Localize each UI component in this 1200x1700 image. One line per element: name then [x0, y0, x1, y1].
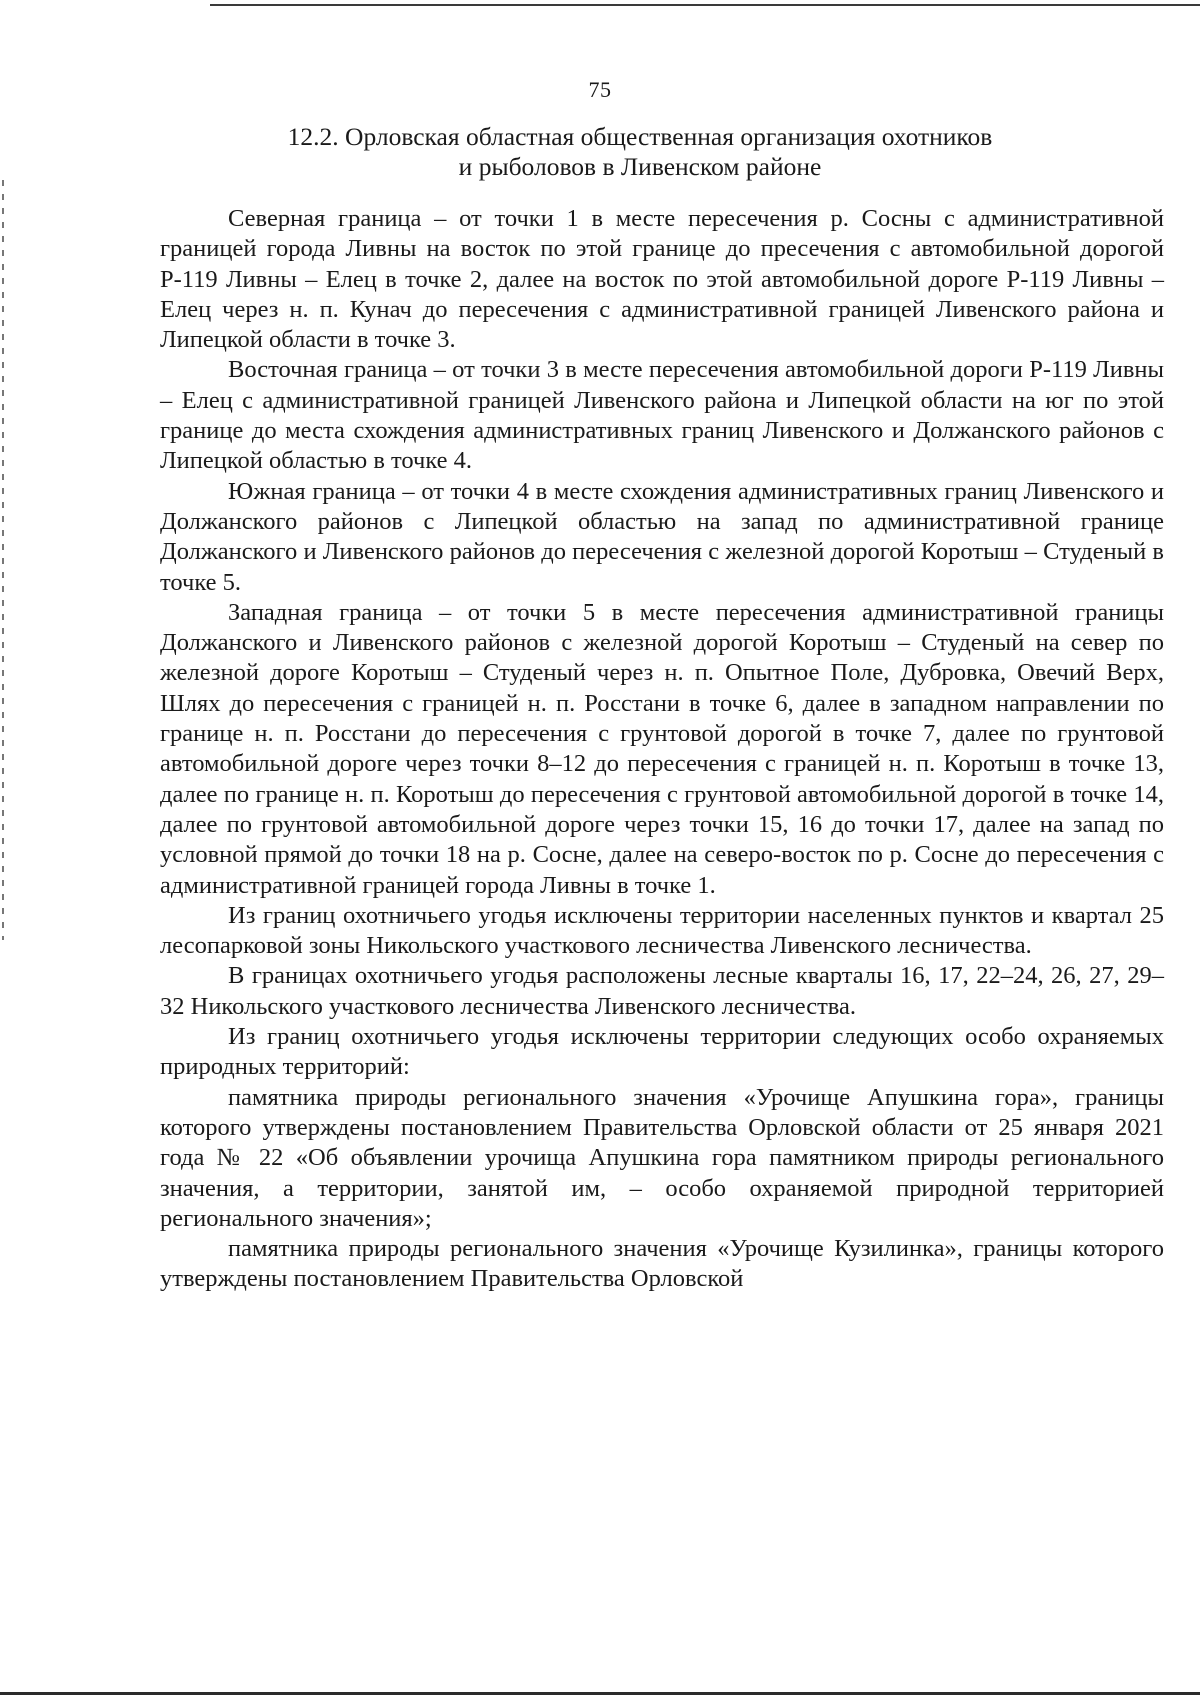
paragraph-forest-quarters: В границах охотничьего угодья расположены лесные кварталы 16, 17, 22–24, 26, 27, 29–32 Никольского участкового лесничества Ливенского лесничества.: [160, 962, 1164, 1020]
document-body: [160, 204, 1164, 1295]
paragraph-apushkina-gora: памятника природы регионального значения «Урочище Апушкина гора», границы которого утверждены постановлением Правительства Орловской области от 25 января 2021 года № 22 «Об объявлении урочища Апушкина гора памятником природы регионального значения, а территории, занятой им, – особо охраняемой природной территорией регионального значения»;: [160, 1083, 1164, 1232]
scan-top-edge-line: [210, 4, 1200, 6]
paragraph-west-boundary: Западная граница – от точки 5 в месте пересечения административной границы Должанского и Ливенского районов с железной дорогой Коротыш – Студеный на север по железной дороге Коротыш – Студеный через н. п. Опытное Поле, Дубровка, Овечий Верх, Шлях до пересечения с границей н. п. Росстани в точке 6, далее в западном направлении по границе н. п. Росстани до пересечения с грунтовой дорогой в точке 7, далее по грунтовой автомобильной дороге через точки 8–12 до пересечения с границей н. п. Коротыш в точке 13, далее по границе н. п. Коротыш до пересечения с грунтовой автомобильной дорогой в точке 14, далее по грунтовой автомобильной дороге через точки 15, 16 до точки 17, далее на запад по условной прямой до точки 18 на р. Сосне, далее на северо-восток по р. Сосне до пересечения с административной границей города Ливны в точке 1.: [160, 598, 1164, 899]
section-heading: [200, 122, 1080, 182]
paragraph-north-boundary: Северная граница – от точки 1 в месте пересечения р. Сосны с административной границей города Ливны на восток по этой границе до пресечения с автомобильной дорогой Р-119 Ливны – Елец в точке 2, далее на восток по этой автомобильной дороге Р-119 Ливны – Елец через н. п. Кунач до пересечения с административной границей Ливенского района и Липецкой области в точке 3.: [160, 205, 1164, 354]
section-heading-line-1: 12.2. Орловская областная общественная организация охотников: [287, 122, 993, 151]
scan-left-margin-marks: [2, 180, 4, 940]
section-heading-line-2: и рыболовов в Ливенском районе: [458, 152, 822, 181]
scan-bottom-edge-line: [0, 1692, 1200, 1695]
paragraph-east-boundary: Восточная граница – от точки 3 в месте пересечения автомобильной дороги Р-119 Ливны – Елец с административной границей Ливенского района и Липецкой области на юг по этой границе до места схождения административных границ Ливенского и Должанского районов с Липецкой областью в точке 4.: [160, 356, 1164, 475]
page-number: 75: [588, 77, 612, 102]
paragraph-kuzilinka: памятника природы регионального значения «Урочище Кузилинка», границы которого утверждены постановлением Правительства Орловской: [160, 1235, 1164, 1293]
paragraph-excluded-settlements: Из границ охотничьего угодья исключены территории населенных пунктов и квартал 25 лесопарковой зоны Никольского участкового лесничества Ливенского лесничества.: [160, 901, 1164, 960]
paragraph-south-boundary: Южная граница – от точки 4 в месте схождения административных границ Ливенского и Должанского районов с Липецкой областью на запад по административной границе Должанского и Ливенского районов до пересечения с железной дорогой Коротыш – Студеный в точке 5.: [160, 477, 1164, 596]
paragraph-excluded-protected-areas: Из границ охотничьего угодья исключены территории следующих особо охраняемых природных территорий:: [160, 1023, 1164, 1081]
